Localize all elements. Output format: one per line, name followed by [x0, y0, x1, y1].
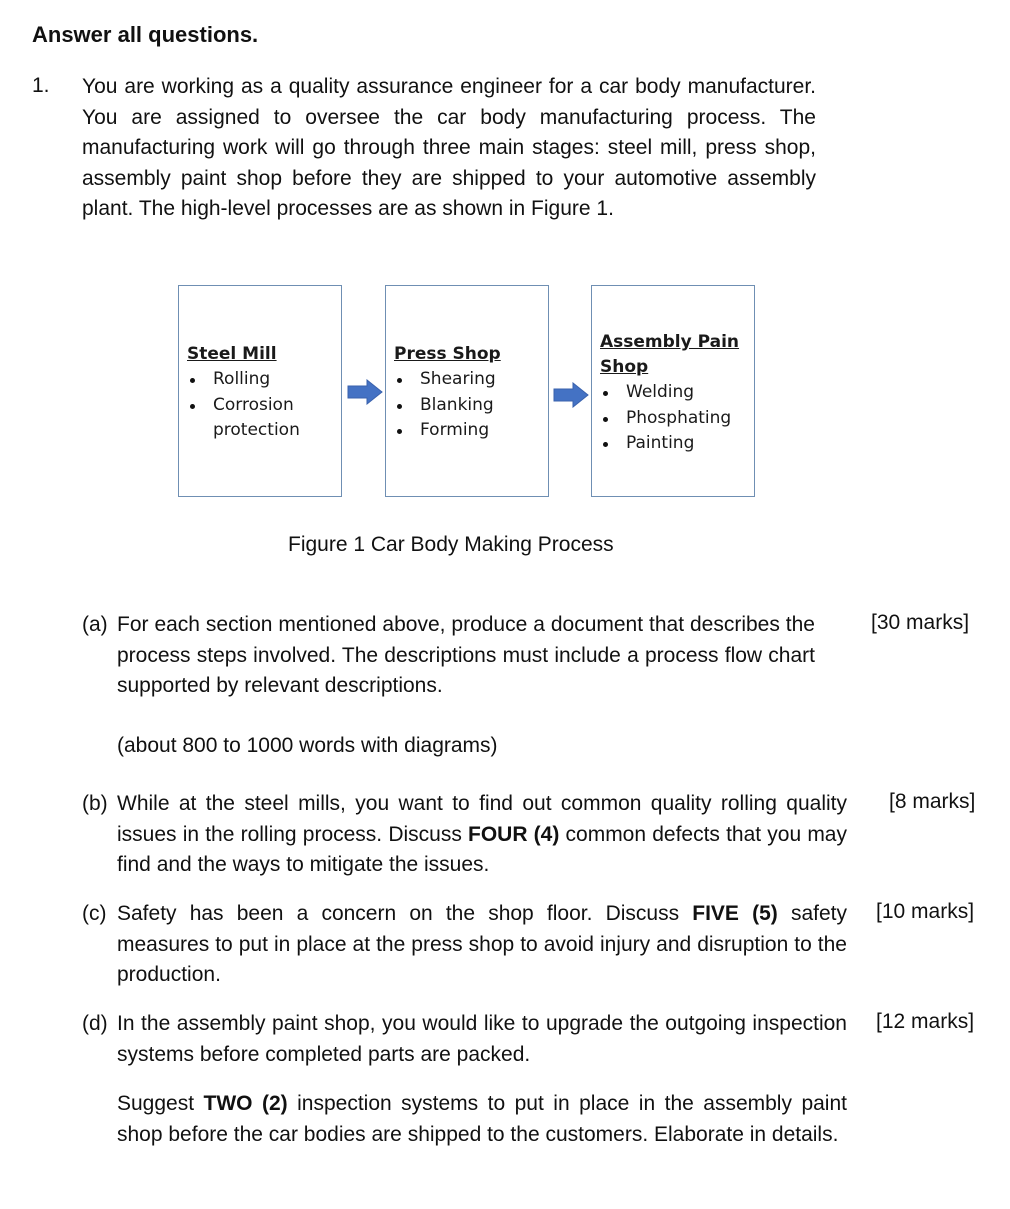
- list-item: Forming: [394, 418, 546, 444]
- part-b-text: While at the steel mills, you want to find out common quality rolling quality issues in the rolling process. Discuss FOUR (4) common defects that you may find and the ways to mitigate the issues.: [117, 792, 847, 876]
- list-item: Phosphating: [600, 406, 752, 432]
- part-c-text: Safety has been a concern on the shop floor. Discuss FIVE (5) safety measures to put in place at the press shop to avoid injury and disruption to the production.: [117, 902, 847, 986]
- list-item: Painting: [600, 431, 752, 457]
- steel-mill-box: [178, 285, 342, 497]
- part-a-text: For each section mentioned above, produce a document that describes the process steps involved. The descriptions must include a process flow chart supported by relevant descriptions.: [117, 613, 815, 697]
- part-a-marks: [30 marks]: [871, 611, 970, 634]
- assembly-paint-shop-list: [600, 380, 752, 457]
- part-b-label: (b): [82, 792, 108, 815]
- list-item: Welding: [600, 380, 752, 406]
- list-item: Corrosion protection: [187, 393, 323, 444]
- arrow-right-icon: [347, 379, 383, 405]
- part-c-label: (c): [82, 902, 107, 925]
- page-heading: Answer all questions.: [32, 22, 259, 47]
- part-d-marks: [12 marks]: [876, 1010, 975, 1033]
- steel-mill-list: [187, 367, 339, 444]
- steel-mill-title: Steel Mill: [187, 344, 277, 364]
- press-shop-box: [385, 285, 549, 497]
- press-shop-list: [394, 367, 546, 444]
- assembly-paint-shop-title: Assembly Pain Shop: [600, 332, 740, 377]
- part-b-marks: [8 marks]: [889, 790, 976, 813]
- part-a-label: (a): [82, 613, 108, 636]
- question-number: 1.: [32, 74, 50, 97]
- assembly-paint-shop-box: [591, 285, 755, 497]
- part-c-marks: [10 marks]: [876, 900, 975, 923]
- arrow-right-icon: [553, 382, 589, 408]
- figure-caption: Figure 1 Car Body Making Process: [288, 533, 614, 556]
- part-a-note: (about 800 to 1000 words with diagrams): [117, 734, 498, 757]
- list-item: Blanking: [394, 393, 546, 419]
- part-d-label: (d): [82, 1012, 108, 1035]
- part-d-text-2: Suggest TWO (2) inspection systems to put in place in the assembly paint shop before the car bodies are shipped to the customers. Elaborate in details.: [117, 1092, 847, 1146]
- list-item: Shearing: [394, 367, 546, 393]
- part-d-text: In the assembly paint shop, you would like to upgrade the outgoing inspection systems before completed parts are packed.: [117, 1012, 847, 1066]
- press-shop-title: Press Shop: [394, 344, 501, 364]
- question-intro: You are working as a quality assurance engineer for a car body manufacturer. You are assigned to oversee the car body manufacturing process. The manufacturing work will go through three main stages: steel mill, press shop, assembly paint shop before they are shipped to your automotive assembly plant. The high-level processes are as shown in Figure 1.: [82, 75, 816, 220]
- list-item: Rolling: [187, 367, 339, 393]
